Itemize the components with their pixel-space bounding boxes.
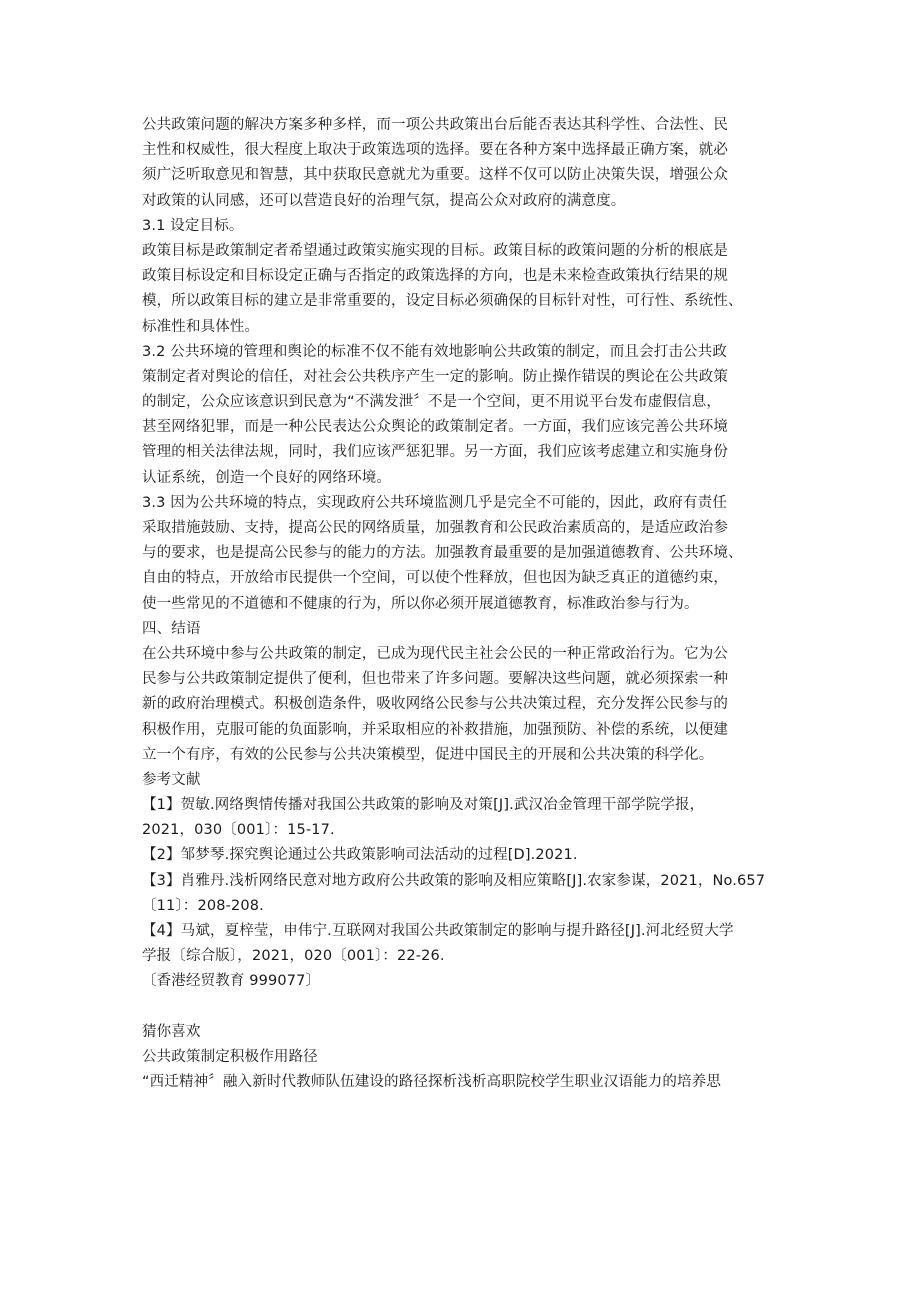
text-line: 使一些常见的不道德和不健康的行为，所以你必须开展道德教育，标准政治参与行为。 bbox=[142, 595, 699, 612]
reference-line: 〔香港经贸教育 999077〕 bbox=[142, 973, 321, 990]
reference-line: 2021，030〔001〕：15-17. bbox=[142, 822, 335, 839]
recommend-section bbox=[142, 1020, 792, 1096]
text-line: 与的要求，也是提高公民参与的能力的方法。加强教育最重要的是加强道德教育、公共环境、 bbox=[142, 545, 743, 562]
conclusion-paragraph bbox=[142, 642, 792, 768]
recommend-heading: 猜你喜欢 bbox=[142, 1023, 201, 1040]
text-line: 策制定者对舆论的信任，对社会公共秩序产生一定的影响。防止操作错误的舆论在公共政策 bbox=[142, 368, 728, 385]
text-line: 立一个有序，有效的公民参与公共决策模型，促进中国民主的开展和公共决策的科学化。 bbox=[142, 746, 714, 763]
text-line: 标准性和具体性。 bbox=[142, 318, 260, 335]
section-heading-3-1: 3.1 设定目标。 bbox=[142, 217, 244, 234]
text-line: 对政策的认同感，还可以营造良好的治理气氛，提高公众对政府的满意度。 bbox=[142, 192, 626, 209]
recommend-link[interactable]: 公共政策制定积极作用路径 bbox=[142, 1048, 318, 1065]
text-line: 主性和权威性，很大程度上取决于政策选项的选择。要在各种方案中选择最正确方案，就必 bbox=[142, 142, 728, 159]
section-3-3-paragraph bbox=[142, 491, 792, 617]
intro-paragraph bbox=[142, 113, 792, 214]
reference-line: 【1】贺敏.网络舆情传播对我国公共政策的影响及对策[J].武汉冶金管理干部学院学报， bbox=[142, 797, 705, 814]
section-3-1-paragraph bbox=[142, 239, 792, 340]
text-line: 政策目标是政策制定者希望通过政策实施实现的目标。政策目标的政策问题的分析的根底是 bbox=[142, 242, 728, 259]
text-line: 须广泛听取意见和智慧，其中获取民意就尤为重要。这样不仅可以防止决策失误，增强公众 bbox=[142, 167, 728, 184]
text-line: 在公共环境中参与公共政策的制定，已成为现代民主社会公民的一种正常政治行为。它为公 bbox=[142, 645, 728, 662]
text-line: 新的政府治理模式。积极创造条件，吸收网络公民参与公共决策过程，充分发挥公民参与的 bbox=[142, 696, 728, 713]
section-3-2-paragraph bbox=[142, 340, 792, 491]
text-line: 自由的特点，开放给市民提供一个空间，可以使个性释放，但也因为缺乏真正的道德约束， bbox=[142, 570, 728, 587]
text-line: 认证系统，创造一个良好的网络环境。 bbox=[142, 469, 392, 486]
reference-line: 学报〔综合版〕，2021，020〔001〕：22-26. bbox=[142, 948, 445, 965]
text-line: 3.3 因为公共环境的特点，实现政府公共环境监测几乎是完全不可能的，因此，政府有责任 bbox=[142, 494, 727, 511]
recommend-link[interactable]: “西迁精神〞融入新时代教师队伍建设的路径探析浅析高职院校学生职业汉语能力的培养思 bbox=[142, 1074, 722, 1091]
conclusion-heading: 四、结语 bbox=[142, 620, 201, 637]
text-line: 管理的相关法律法规，同时，我们应该严惩犯罪。另一方面，我们应该考虑建立和实施身份 bbox=[142, 444, 728, 461]
text-line: 采取措施鼓励、支持，提高公民的网络质量，加强教育和公民政治素质高的，是适应政治参 bbox=[142, 520, 728, 536]
text-line: 3.2 公共环境的管理和舆论的标准不仅不能有效地影响公共政策的制定，而且会打击公共政 bbox=[142, 343, 727, 360]
text-line: 甚至网络犯罪，而是一种公民表达公众舆论的政策制定者。一方面，我们应该完善公共环境 bbox=[142, 419, 728, 436]
text-line: 民参与公共政策制定提供了便利，但也带来了许多问题。要解决这些问题，就必须探索一种 bbox=[142, 671, 728, 688]
text-line: 的制定，公众应该意识到民意为“不满发泄〞不是一个空间，更不用说平台发布虚假信息， bbox=[142, 394, 722, 411]
text-line: 公共政策问题的解决方案多种多样，而一项公共政策出台后能否表达其科学性、合法性、民 bbox=[142, 117, 728, 133]
text-line: 模，所以政策目标的建立是非常重要的，设定目标必须确保的目标针对性，可行性、系统性、 bbox=[142, 293, 743, 310]
text-line: 积极作用，克服可能的负面影响，并采取相应的补救措施，加强预防、补偿的系统，以便建 bbox=[142, 721, 728, 738]
text-line: 政策目标设定和目标设定正确与否指定的政策选择的方向，也是未来检查政策执行结果的规 bbox=[142, 268, 728, 285]
document-body bbox=[142, 113, 792, 1095]
reference-line: 【3】肖雅丹.浅析网络民意对地方政府公共政策的影响及相应策略[J].农家参谋，2021，No.657 bbox=[142, 872, 766, 889]
references-heading: 参考文献 bbox=[142, 771, 201, 788]
spacer bbox=[142, 995, 792, 1020]
reference-line: 〔11〕：208-208. bbox=[142, 897, 264, 914]
references-list bbox=[142, 793, 792, 995]
reference-line: 【2】邹梦琴.探究舆论通过公共政策影响司法活动的过程[D].2021. bbox=[142, 847, 578, 864]
reference-line: 【4】马斌，夏梓莹，申伟宁.互联网对我国公共政策制定的影响与提升路径[J].河北经贸大学 bbox=[142, 923, 734, 939]
